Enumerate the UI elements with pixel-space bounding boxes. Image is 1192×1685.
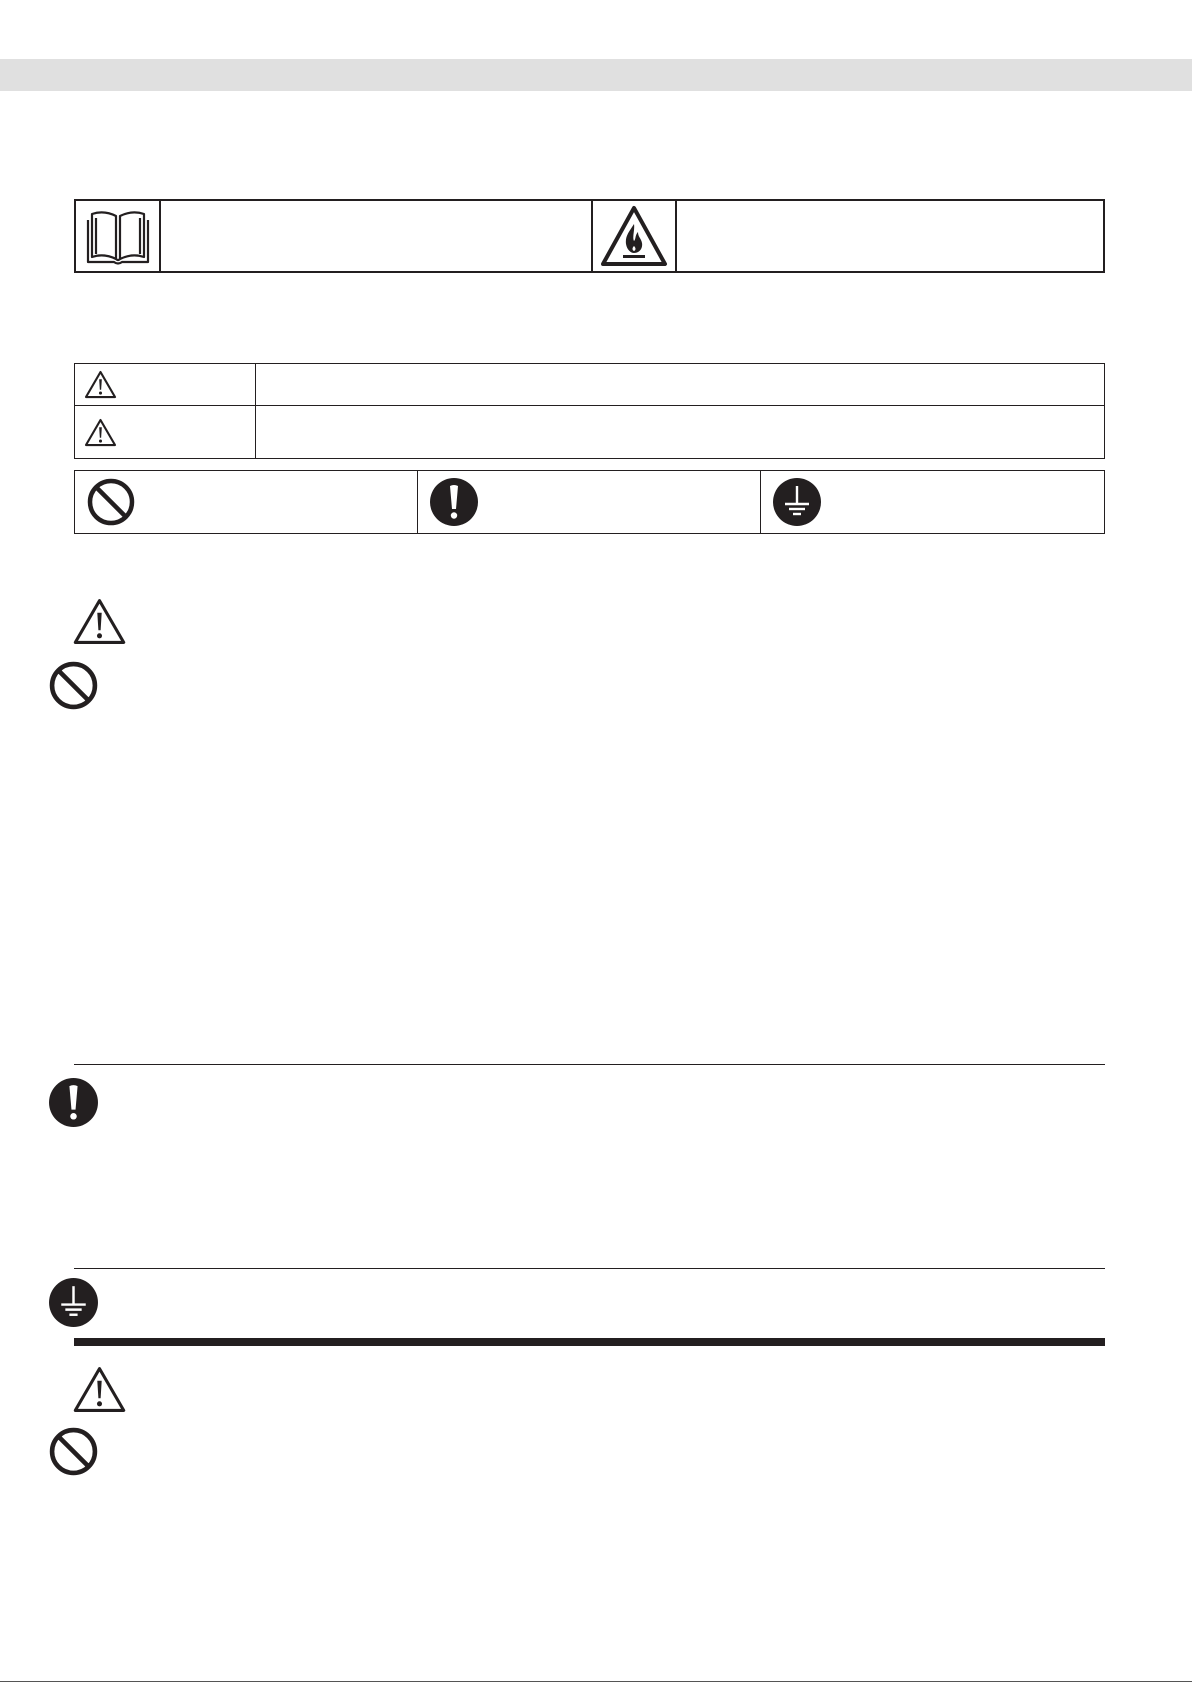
symbol-type-prohibition xyxy=(75,471,418,533)
legend-text-flammable xyxy=(677,201,1103,271)
symbol-type-ground xyxy=(761,471,1104,533)
symbol-type-mandatory xyxy=(418,471,761,533)
symbol-legend-box xyxy=(74,199,1105,273)
warning-triangle-icon xyxy=(84,370,117,399)
legend-text-manual xyxy=(161,201,593,271)
page-bottom-rule xyxy=(0,1681,1192,1682)
warning-triangle-icon xyxy=(84,418,117,447)
signal-word-cell-2 xyxy=(75,406,256,458)
prohibition-icon xyxy=(48,1426,99,1477)
ground-connection-icon xyxy=(48,1277,99,1328)
section-divider xyxy=(74,1064,1105,1065)
warning-triangle-icon xyxy=(72,597,127,646)
section-separator-bar xyxy=(74,1338,1105,1346)
signal-word-cell-1 xyxy=(75,364,256,406)
signal-word-table xyxy=(74,363,1105,459)
section-divider xyxy=(74,1268,1105,1269)
signal-word-description-2 xyxy=(256,406,1104,458)
prohibition-icon xyxy=(48,660,99,711)
symbol-types-table xyxy=(74,470,1105,534)
mandatory-action-icon xyxy=(48,1077,99,1128)
flammable-warning-icon xyxy=(599,204,669,268)
prohibition-icon xyxy=(86,477,136,527)
legend-cell-manual xyxy=(76,201,161,271)
legend-cell-flammable xyxy=(593,201,677,271)
signal-word-description-1 xyxy=(256,364,1104,406)
header-bar xyxy=(0,59,1192,91)
mandatory-action-icon xyxy=(429,477,479,527)
ground-connection-icon xyxy=(772,477,822,527)
read-manual-icon xyxy=(84,206,152,266)
warning-triangle-icon xyxy=(72,1365,127,1414)
